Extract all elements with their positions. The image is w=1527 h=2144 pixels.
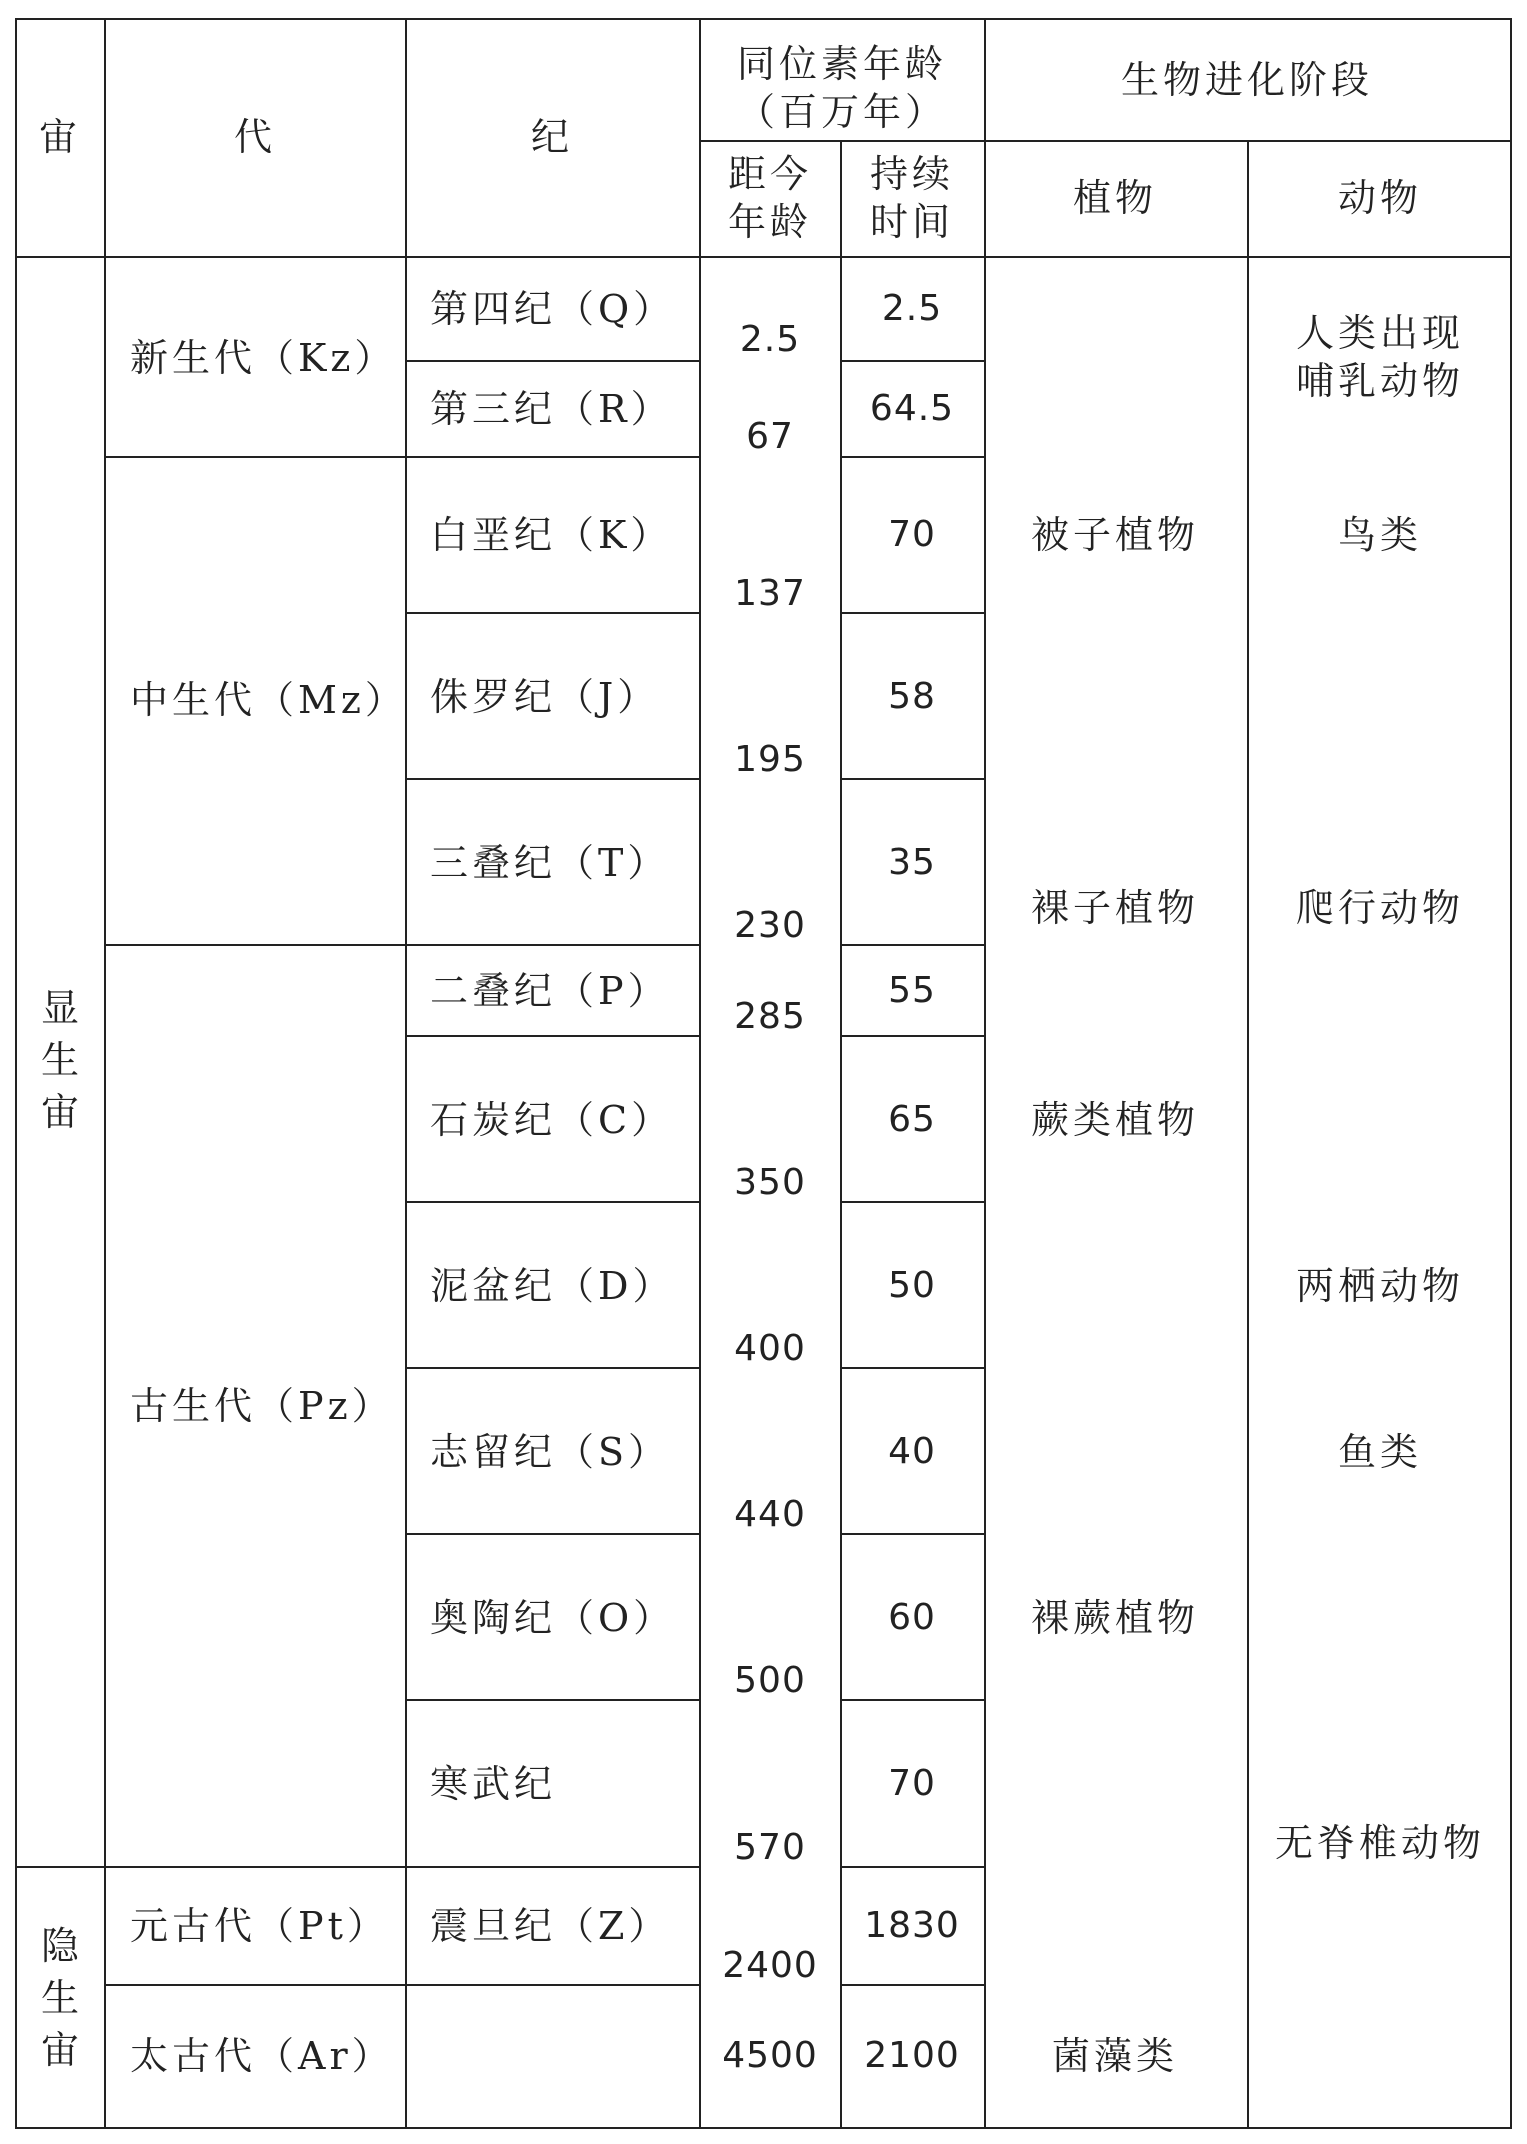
- grid-line: [840, 1367, 986, 1369]
- grid-line: [405, 1699, 701, 1701]
- header-evolution: 生物进化阶段: [1120, 58, 1374, 102]
- era-paleozoic: 古生代（Pz）: [130, 1384, 394, 1428]
- grid-line: [699, 140, 1512, 142]
- age-value: 500: [734, 1660, 806, 1701]
- period-duration: 70: [888, 1763, 936, 1804]
- grid-line: [405, 944, 701, 946]
- grid-line: [840, 1699, 986, 1701]
- age-value: 285: [734, 996, 806, 1037]
- header-period: 纪: [530, 115, 574, 159]
- age-value: 67: [746, 416, 794, 457]
- animal-stage: 两栖动物: [1295, 1264, 1465, 1308]
- grid-line: [15, 18, 17, 2129]
- period-duration: 50: [888, 1265, 936, 1306]
- age-value: 230: [734, 905, 806, 946]
- age-value: 440: [734, 1494, 806, 1535]
- grid-line: [15, 256, 1512, 258]
- animal-stage: 爬行动物: [1295, 886, 1465, 930]
- animal-stage: 人类出现 哺乳动物: [1295, 311, 1464, 403]
- period-name: 泥盆纪（D）: [430, 1264, 675, 1308]
- grid-line: [840, 140, 842, 2129]
- grid-line: [840, 1866, 986, 1868]
- era-proterozoic: 元古代（Pt）: [130, 1904, 389, 1948]
- grid-line: [699, 18, 701, 2129]
- grid-line: [984, 18, 986, 2129]
- age-value: 570: [734, 1827, 806, 1868]
- period-name: 志留纪（S）: [430, 1430, 671, 1474]
- header-plants: 植物: [1072, 176, 1158, 220]
- plant-stage: 蕨类植物: [1030, 1098, 1200, 1142]
- eon-phanerozoic: 显生宙: [40, 986, 79, 1134]
- grid-line: [840, 1201, 986, 1203]
- animal-stage: 鱼类: [1337, 1430, 1423, 1474]
- period-duration: 2.5: [881, 288, 943, 329]
- plant-stage: 裸蕨植物: [1030, 1596, 1200, 1640]
- eon-cryptozoic: 隐生宙: [40, 1924, 79, 2072]
- grid-line: [104, 456, 407, 458]
- period-name: 三叠纪（T）: [430, 841, 670, 885]
- age-value: 350: [734, 1162, 806, 1203]
- period-duration: 55: [888, 970, 936, 1011]
- plant-stage: 菌藻类: [1051, 2034, 1179, 2078]
- grid-line: [15, 2127, 1512, 2129]
- grid-line: [405, 18, 407, 2129]
- period-duration: 60: [888, 1597, 936, 1638]
- period-duration: 70: [888, 514, 936, 555]
- age-value: 2.5: [739, 319, 801, 360]
- era-cenozoic: 新生代（Kz）: [130, 336, 397, 380]
- animal-stage: 无脊椎动物: [1274, 1821, 1486, 1865]
- age-value: 195: [734, 739, 806, 780]
- grid-line: [405, 1367, 701, 1369]
- period-duration: 64.5: [869, 388, 955, 429]
- grid-line: [405, 1201, 701, 1203]
- age-value: 4500: [722, 2035, 818, 2076]
- period-name: 第三纪（R）: [430, 387, 673, 431]
- grid-line: [840, 1984, 986, 1986]
- grid-line: [15, 18, 1512, 20]
- grid-line: [15, 1866, 106, 1868]
- period-duration: 65: [888, 1099, 936, 1140]
- header-duration: 持续 时间: [869, 152, 954, 244]
- age-value: 400: [734, 1328, 806, 1369]
- period-name: 侏罗纪（J）: [430, 675, 660, 719]
- grid-line: [104, 18, 106, 2129]
- age-value: 137: [734, 573, 806, 614]
- period-name: 二叠纪（P）: [430, 969, 670, 1013]
- grid-line: [405, 778, 701, 780]
- grid-line: [840, 1035, 986, 1037]
- period-duration: 1830: [864, 1905, 960, 1946]
- period-duration: 58: [888, 676, 936, 717]
- period-duration: 35: [888, 842, 936, 883]
- grid-line: [104, 1866, 407, 1868]
- grid-line: [405, 1533, 701, 1535]
- grid-line: [840, 778, 986, 780]
- grid-line: [840, 612, 986, 614]
- header-era: 代: [233, 115, 277, 159]
- header-age-from-now: 距今 年龄: [727, 152, 812, 244]
- era-mesozoic: 中生代（Mz）: [130, 678, 407, 722]
- grid-line: [1247, 140, 1249, 2129]
- grid-line: [840, 1533, 986, 1535]
- era-archean: 太古代（Ar）: [130, 2034, 394, 2078]
- period-name: 白垩纪（K）: [430, 513, 673, 557]
- grid-line: [104, 944, 407, 946]
- period-name: 石炭纪（C）: [430, 1098, 674, 1142]
- period-name: 寒武纪: [430, 1762, 557, 1806]
- period-duration: 2100: [864, 2035, 960, 2076]
- animal-stage: 鸟类: [1337, 513, 1423, 557]
- grid-line: [840, 944, 986, 946]
- plant-stage: 裸子植物: [1030, 886, 1200, 930]
- plant-stage: 被子植物: [1030, 513, 1200, 557]
- grid-line: [104, 1984, 407, 1986]
- header-isotope-age: 同位素年龄 （百万年）: [736, 42, 947, 134]
- grid-line: [405, 456, 701, 458]
- period-name: 奥陶纪（O）: [430, 1596, 676, 1640]
- grid-line: [405, 360, 701, 362]
- grid-line: [405, 1866, 701, 1868]
- period-name: 第四纪（Q）: [430, 287, 676, 331]
- grid-line: [405, 1035, 701, 1037]
- period-duration: 40: [888, 1431, 936, 1472]
- grid-line: [1510, 18, 1512, 2129]
- header-eon: 宙: [38, 115, 82, 159]
- grid-line: [840, 456, 986, 458]
- grid-line: [405, 612, 701, 614]
- grid-line: [405, 1984, 701, 1986]
- age-value: 2400: [722, 1945, 818, 1986]
- header-animals: 动物: [1337, 176, 1423, 220]
- grid-line: [840, 360, 986, 362]
- period-name: 震旦纪（Z）: [430, 1904, 671, 1948]
